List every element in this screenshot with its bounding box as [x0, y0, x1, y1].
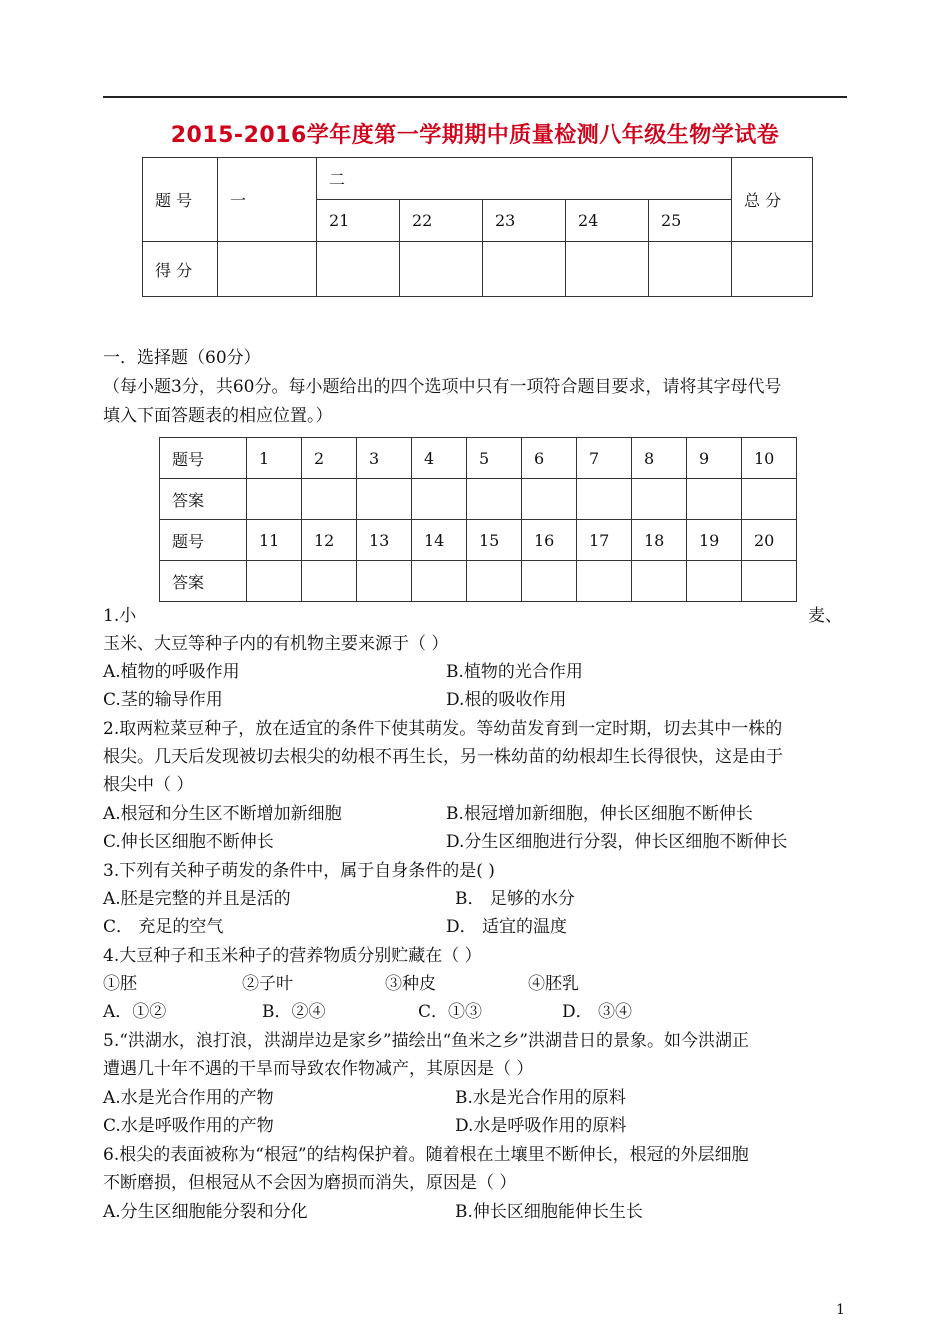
score-cell[interactable] [483, 242, 566, 297]
question-1-text: 玉米、大豆等种子内的有机物主要来源于（ ） [103, 634, 449, 654]
question-5-text: 遭遇几十年不遇的干旱而导致农作物减产，其原因是（ ） [103, 1059, 534, 1079]
answer-cell[interactable] [467, 561, 522, 602]
answer-cell[interactable] [742, 561, 797, 602]
option: C． 充足的空气 [103, 917, 224, 937]
question-2-text: 2.取两粒菜豆种子，放在适宜的条件下使其萌发。等幼苗发育到一定时期，切去其中一株的 [103, 719, 783, 739]
answer-row-label: 答案 [160, 561, 247, 602]
option: A.根冠和分生区不断增加新细胞 [103, 804, 342, 824]
sub-number: 23 [483, 200, 566, 242]
option: B． 足够的水分 [455, 889, 575, 909]
score-row-label-number: 题 号 [143, 158, 218, 242]
question-6-text: 6.根尖的表面被称为“根冠”的结构保护着。随着根在土壤里不断伸长，根冠的外层细胞 [103, 1145, 749, 1165]
answer-table [159, 437, 797, 602]
question-5-text: 5.“洪湖水，浪打浪，洪湖岸边是家乡”描绘出“鱼米之乡”洪湖昔日的景象。如今洪湖正 [103, 1031, 749, 1051]
question-3-text: 3.下列有关种子萌发的条件中，属于自身条件的是( ) [103, 861, 495, 881]
score-row-label-score: 得 分 [143, 242, 218, 297]
question-2-text: 根尖中（ ） [103, 775, 194, 795]
part-two-header: 二 [317, 158, 732, 200]
score-cell[interactable] [732, 242, 813, 297]
answer-row-label: 题号 [160, 520, 247, 561]
question-number: 8 [632, 438, 687, 479]
top-rule [103, 96, 847, 98]
question-number: 16 [522, 520, 577, 561]
section-heading: 一．选择题（60分） [103, 348, 261, 368]
section-instruction: （每小题3分，共60分。每小题给出的四个选项中只有一项符合题目要求，请将其字母代号 [103, 377, 782, 397]
question-1-wrap: 麦、 [808, 606, 842, 626]
sub-number: 25 [649, 200, 732, 242]
option: B．②④ [262, 1002, 326, 1022]
part-one-header: 一 [218, 158, 317, 242]
option: B.伸长区细胞能伸长生长 [455, 1202, 643, 1222]
answer-cell[interactable] [357, 561, 412, 602]
option: A.水是光合作用的产物 [103, 1088, 274, 1108]
answer-row-label: 题号 [160, 438, 247, 479]
option: D． ③④ [562, 1002, 633, 1022]
question-number: 11 [247, 520, 302, 561]
answer-cell[interactable] [522, 561, 577, 602]
option: A.分生区细胞能分裂和分化 [103, 1202, 308, 1222]
question-number: 19 [687, 520, 742, 561]
question-4-text: 4.大豆种子和玉米种子的营养物质分别贮藏在（ ） [103, 946, 482, 966]
item: ①胚 [103, 974, 137, 994]
answer-cell[interactable] [577, 479, 632, 520]
score-cell[interactable] [566, 242, 649, 297]
question-number: 14 [412, 520, 467, 561]
option: B.水是光合作用的原料 [455, 1088, 626, 1108]
question-number: 17 [577, 520, 632, 561]
option: D． 适宜的温度 [446, 917, 568, 937]
score-cell[interactable] [317, 242, 400, 297]
question-1-start: 1.小 [103, 606, 137, 626]
sub-number: 22 [400, 200, 483, 242]
question-number: 6 [522, 438, 577, 479]
answer-cell[interactable] [357, 479, 412, 520]
answer-cell[interactable] [577, 561, 632, 602]
option: D.水是呼吸作用的原料 [455, 1116, 627, 1136]
question-number: 7 [577, 438, 632, 479]
option: D.分生区细胞进行分裂，伸长区细胞不断伸长 [446, 832, 788, 852]
sub-number: 24 [566, 200, 649, 242]
page-number: 1 [836, 1302, 845, 1318]
question-number: 18 [632, 520, 687, 561]
answer-cell[interactable] [632, 561, 687, 602]
option: B.植物的光合作用 [446, 662, 583, 682]
question-2-text: 根尖。几天后发现被切去根尖的幼根不再生长，另一株幼苗的幼根却生长得很快，这是由于 [103, 747, 783, 767]
answer-cell[interactable] [247, 479, 302, 520]
score-cell[interactable] [400, 242, 483, 297]
option: C．①③ [418, 1002, 483, 1022]
option: B.根冠增加新细胞，伸长区细胞不断伸长 [446, 804, 753, 824]
option: C.伸长区细胞不断伸长 [103, 832, 274, 852]
question-number: 3 [357, 438, 412, 479]
question-number: 2 [302, 438, 357, 479]
item: ③种皮 [385, 974, 436, 994]
answer-cell[interactable] [302, 479, 357, 520]
question-number: 15 [467, 520, 522, 561]
score-cell[interactable] [218, 242, 317, 297]
total-header: 总 分 [732, 158, 813, 242]
option: C.水是呼吸作用的产物 [103, 1116, 274, 1136]
question-number: 4 [412, 438, 467, 479]
option: A．①② [103, 1002, 167, 1022]
answer-cell[interactable] [687, 479, 742, 520]
question-number: 1 [247, 438, 302, 479]
answer-row-label: 答案 [160, 479, 247, 520]
answer-cell[interactable] [412, 561, 467, 602]
item: ②子叶 [242, 974, 293, 994]
option: D.根的吸收作用 [446, 690, 567, 710]
option: A.植物的呼吸作用 [103, 662, 240, 682]
score-cell[interactable] [649, 242, 732, 297]
answer-cell[interactable] [687, 561, 742, 602]
answer-cell[interactable] [632, 479, 687, 520]
answer-cell[interactable] [247, 561, 302, 602]
question-6-text: 不断磨损，但根冠从不会因为磨损而消失，原因是（ ） [103, 1173, 517, 1193]
question-number: 5 [467, 438, 522, 479]
section-instruction: 填入下面答题表的相应位置。） [103, 406, 333, 426]
option: C.茎的输导作用 [103, 690, 223, 710]
answer-cell[interactable] [412, 479, 467, 520]
answer-cell[interactable] [522, 479, 577, 520]
sub-number: 21 [317, 200, 400, 242]
answer-cell[interactable] [467, 479, 522, 520]
answer-cell[interactable] [302, 561, 357, 602]
answer-cell[interactable] [742, 479, 797, 520]
option: A.胚是完整的并且是活的 [103, 889, 291, 909]
score-table [142, 157, 813, 297]
question-number: 10 [742, 438, 797, 479]
question-number: 12 [302, 520, 357, 561]
item: ④胚乳 [528, 974, 579, 994]
page-title: 2015-2016学年度第一学期期中质量检测八年级生物学试卷 [170, 123, 780, 148]
question-number: 9 [687, 438, 742, 479]
question-number: 20 [742, 520, 797, 561]
question-number: 13 [357, 520, 412, 561]
